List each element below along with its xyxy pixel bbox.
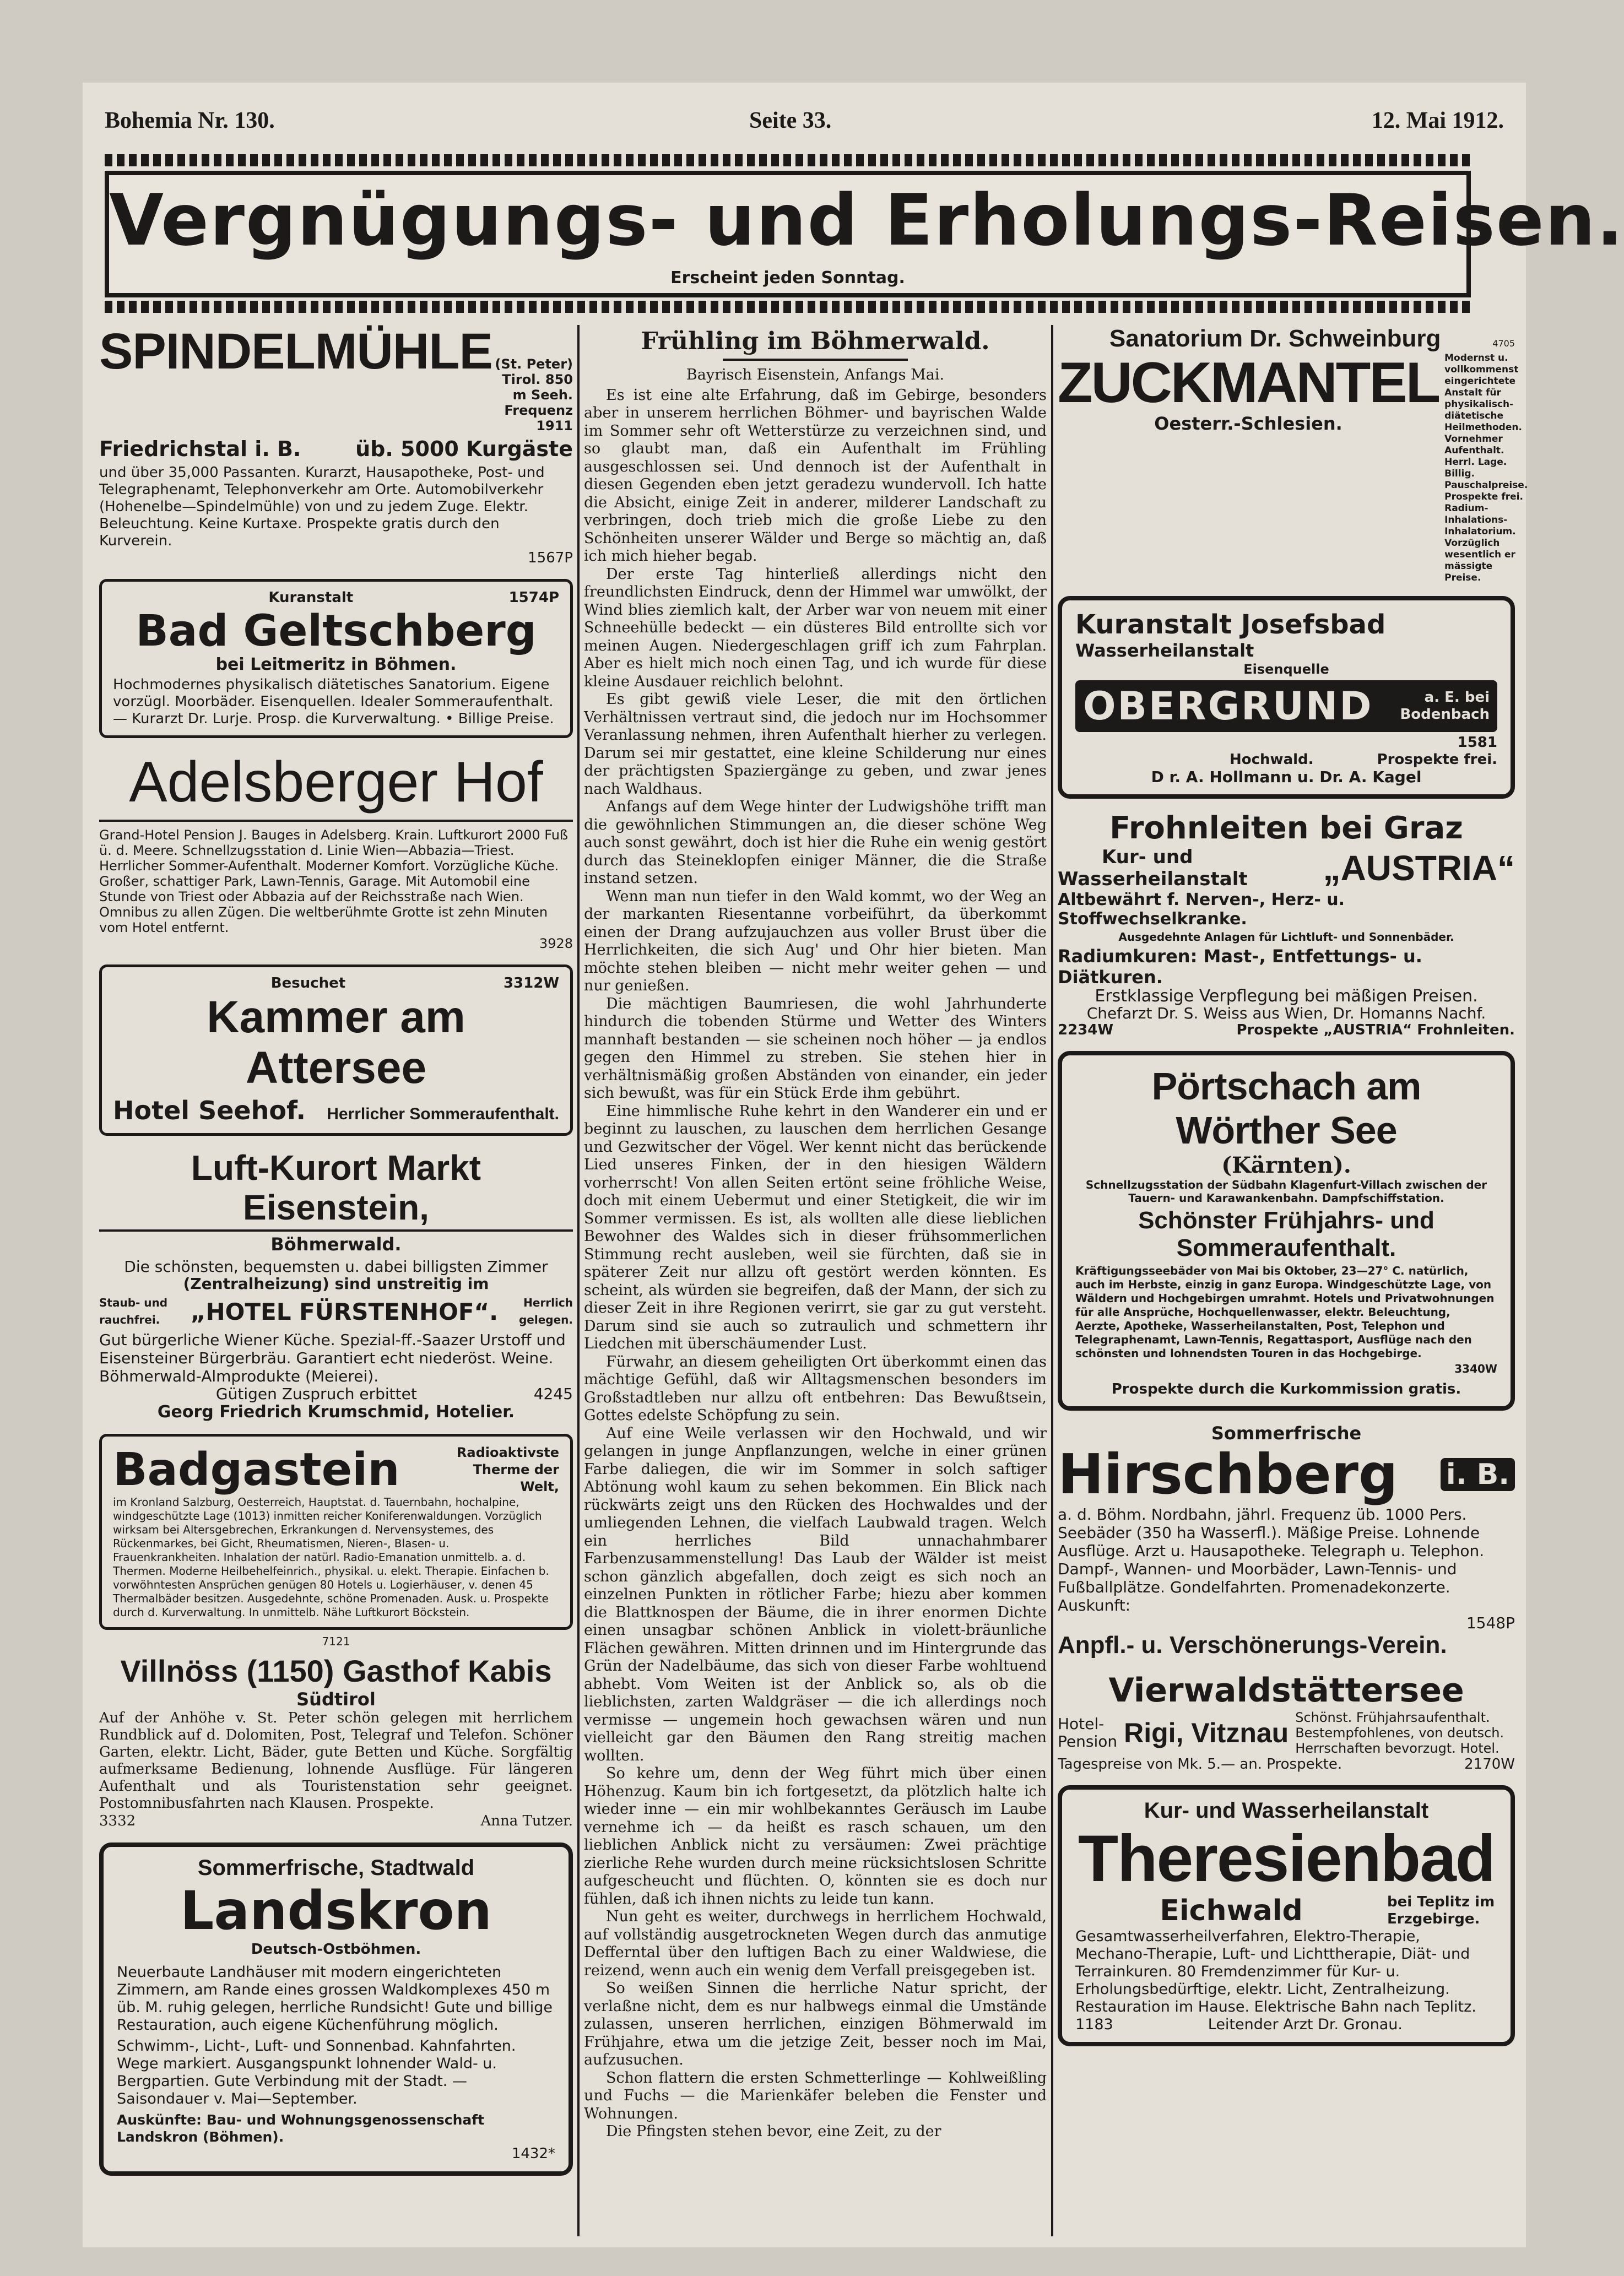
ad-code: 1183 [1075,2016,1113,2033]
ad-text: Gütigen Zuspruch erbittet [215,1385,417,1403]
ad-text: Leitender Arzt Dr. Gronau. [1208,2016,1403,2033]
ad-body: Modernst u. vollkommenst eingerichtete Anstalt für physikalisch-diätetische Heilmethoden. Vornehmer Aufenthalt. Herrl. Lage. Billig. Pauschalpreise. Prospekte frei. Radium-Inhalations-Inhalatorium. Vorzüglich wesentlich er mässigte Preise. [1444,353,1528,583]
ad-text: Böhmerwald. [99,1229,573,1255]
ad-code: 1567P [528,550,573,566]
ad-text: D r. A. Hollmann u. Dr. A. Kagel [1151,768,1422,786]
article-paragraph: So weißen Sinnen die herrliche Natur spricht, der verlaßne nicht, dem es nur halbwegs einmal die Umstände zulassen, unseren herrlichen, einzigen Böhmerwald im Frühjahre, etwa um die jetzige Zeit, besser noch im Mai, aufzusuchen. [584,1980,1047,2068]
ad-title: Landskron [180,1880,492,1942]
ad-title: Adelsberger Hof [129,750,543,814]
article-title: Frühling im Böhmerwald. [641,327,990,355]
article-paragraph: Der erste Tag hinterließ allerdings nicht den freundlichsten Eindruck, denn der Himmel war umwölkt, der Wind blies ziemlich kalt, der Arber war von neuem mit einer Schneehülle bedeckt — ein düsteres Bild entrollte sich vor meinen Augen. Niedergeschlagen griff ich zum Fahrplan. Aber es hielt mich noch einen Tag, und ich wurde für diese kleine Ausdauer reichlich belohnt. [584,565,1047,690]
ad-spindelmuehle [99,325,573,567]
column-divider [577,325,580,2236]
ad-text: Schnellzugsstation der Südbahn Klagenfurt-Villach zwischen der Tauern- und Karawankenbahn. Dampfschiffstation. [1085,1178,1487,1205]
ad-text: Georg Friedrich Krumschmid, Hotelier. [157,1402,515,1422]
article-paragraph: Die mächtigen Baumriesen, die wohl Jahrhunderte hindurch die tobenden Stürme und Wetter des Winters mannhaft bestanden — sie scheinen noch höher — ja endlos gegen den Himmel zu streben. Sie stehen hier in verhältnismäßig großen Abständen von einander, ein jeder sich bewußt, was für ein Stück Erde ihm gebührt. [584,995,1047,1102]
ad-code: 1548P [1466,1614,1515,1632]
ad-title: Frohnleiten bei Graz [1109,810,1463,846]
ad-text: Herrlicher Sommeraufenthalt. [327,1105,559,1123]
ad-text: Chefarzt Dr. S. Weiss aus Wien, Dr. Homanns Nachf. [1086,1004,1486,1022]
banner-border-bottom [105,301,1471,313]
ad-theresienbad [1058,1785,1515,2046]
banner-subtitle: Erscheint jeden Sonntag. [670,268,905,288]
ad-text: Oesterr.-Schlesien. [1154,413,1342,434]
newspaper-page [83,83,1624,2247]
ad-text: Frequenz 1911 [504,403,573,433]
ad-text: Kuranstalt Josefsbad [1075,609,1386,640]
ad-text: „HOTEL FÜRSTENHOF“. [190,1298,499,1325]
ad-text: (Zentralheizung) sind unstreitig im [183,1275,489,1293]
ad-text: Sommerfrische, Stadtwald [197,1856,475,1880]
ad-text: Erstklassige Verpflegung bei mäßigen Preisen. [1095,987,1478,1006]
ad-body: Auf der Anhöhe v. St. Peter schön gelegen mit herrlichem Rundblick auf d. Dolomiten, Post, Telegraf und Telefon. Schöner Garten, elektr. Licht, Bäder, gute Betten und Küche. Sorgfältig aufmerksame Bedienung, lohnende Ausflüge. Für längeren Aufenthalt und als Touristenstation sehr geeignet. Postomnibusfahrten nach Klausen. Prospekte. [99,1710,573,1812]
ad-code: 1581 [1457,734,1497,751]
ad-text: Prospekte frei. [1377,751,1497,768]
article-paragraph: Es gibt gewiß viele Leser, die mit den örtlichen Verhältnissen vertraut sind, die jedoch nur im Hochsommer Veranlassung nehmen, ihren Aufenthalt hierher zu verlegen. Darum sei mir gestattet, eine kleine Schilderung nur eines der prächtigsten Spaziergänge zu geben, und zwar jenes nach Waldhaus. [584,691,1047,798]
ad-poertschach [1058,1051,1515,1411]
ad-zuckmantel [1058,325,1528,584]
ad-code: 3340W [1454,1362,1497,1375]
ad-body: Schönst. Frühjahrsaufenthalt. Bestempfohlenes, von deutsch. Herrschaften bevorzugt. Hotel. [1295,1710,1504,1756]
ad-title: Theresienbad [1078,1822,1495,1895]
ad-title: „AUSTRIA“ [1323,848,1515,888]
article-paragraph: Schon flattern die ersten Schmetterlinge — Kohlweißling und Fuchs — die Marienkäfer beleben die Fenster und Wohnungen. [584,2069,1047,2122]
ad-text: Anpfl.- u. Verschönerungs-Verein. [1058,1632,1447,1659]
column-divider [1051,325,1053,2236]
column-left [99,325,573,2236]
ad-text: Ausgedehnte Anlagen für Lichtluft- und Sonnenbäder. [1118,930,1454,944]
ad-text: Radioaktivste Therme der Welt, [456,1445,559,1494]
ad-title: Luft-Kurort Markt Eisenstein, [191,1148,481,1227]
ad-text: Sanatorium Dr. Schweinburg [1109,325,1441,352]
ad-badgastein [99,1434,573,1630]
ad-obergrund [1058,596,1515,799]
ad-body: Hochmodernes physikalisch diätetisches Sanatorium. Eigene vorzügl. Moorbäder. Eisenquellen. Idealer Sommeraufenthalt. — Kurarzt Dr. Lurje. Prosp. die Kurverwaltung. • Billige Preise. [113,676,554,727]
ad-body: und über 35,000 Passanten. Kurarzt, Hausapotheke, Post- und Telegraphenamt, Telephonverkehr am Orte. Automobilverkehr (Hohenelbe—Spindelmühle) von und zu jedem Zuge. Elektr. Beleuchtung. Keine Kurtaxe. Prospekte gratis durch den Kurverein. [99,464,545,549]
ad-text: Prospekte „AUSTRIA“ Frohnleiten. [1236,1022,1515,1038]
article-dateline: Bayrisch Eisenstein, Anfangs Mai. [686,366,945,383]
ad-text: Hochwald. [1230,751,1314,768]
ad-title: OBERGRUND [1083,684,1373,729]
article-column [584,325,1047,2236]
ad-title: Pörtschach am Wörther See [1151,1065,1421,1152]
ad-text: Sommerfrische [1211,1423,1362,1444]
ad-text: Friedrichstal i. B. [99,437,301,461]
ad-body: Schwimm-, Licht-, Luft- und Sonnenbad. Kahnfahrten. Wege markiert. Ausgangspunkt lohnender Wald- u. Bergpartien. Gute Verbindung mit der Stadt. — Saisondauer v. Mai—September. [117,2037,516,2107]
ad-title: SPINDELMÜHLE [99,323,492,380]
ad-vierwaldstaettersee [1058,1671,1515,1773]
ad-body: Kräftigungsseebäder von Mai bis Oktober, 23—27° C. natürlich, auch im Herbste, einzig in ganz Europa. Windgeschützte Lage, von Wäldern und Hochgebirgen umrahmt. Hotels und Privatwohnungen für alle Ansprüche, Hochquellenwasser, elektr. Beleuchtung, Aerzte, Apotheke, Wasserheilanstalten, Post, Telephon und Telegraphenamt, Lawn-Tennis, Regattasport, Ausflüge nach den schönsten und lohnendsten Touren in das Hochgebirge. [1075,1264,1495,1360]
article-paragraph: Nun geht es weiter, durchwegs in herrlichem Hochwald, auf vollständig ausgetrockneten Wegen durch das anmutige Defferntal über den luftigen Bach zu einer Waldwiese, die reizend, wenn auch ein wenig dem Verfall preisgegeben ist. [584,1908,1047,1979]
ad-text: (St. Peter) [495,356,573,372]
ad-villnoess [99,1654,573,1830]
ad-text: Hotel Seehof. [113,1096,306,1125]
ad-text: (Kärnten). [1221,1152,1351,1178]
ad-title: Villnöss (1150) Gasthof Kabis [120,1654,552,1688]
ad-code: 2170W [1464,1756,1515,1773]
ad-title: Vierwaldstättersee [1108,1671,1464,1710]
banner-border-top [105,154,1471,166]
ad-body: Neuerbaute Landhäuser mit modern eingerichteten Zimmern, am Rande eines grossen Waldkomplexes 450 m üb. M. ruhig gelegen, herrliche Rundsicht! Gute und billige Restauration, auch eigene Küchenführung möglich. [117,1964,553,2034]
ad-text: Die schönsten, bequemsten u. dabei billigsten Zimmer [124,1258,548,1276]
ad-code: 3928 [539,936,573,951]
ad-text: üb. 5000 Kurgäste [355,437,573,461]
ad-body: Grand-Hotel Pension J. Bauges in Adelsberg. Krain. Luftkurort 2000 Fuß ü. d. Meere. Schnellzugsstation d. Linie Wien—Abbazia—Triest. Herrlicher Sommer-Aufenthalt. Moderner Komfort. Vorzügliche Küche. Großer, schattiger Park, Lawn-Tennis, Garage. Mit Automobil eine Stunde von Triest oder Abbazia auf der Reichsstraße nach Wien. Omnibus zu allen Zügen. Die weltberühmte Grotte ist zehn Minuten vom Hotel entfernt. [99,827,569,935]
ad-text: Kuranstalt [268,589,354,606]
ad-markt-eisenstein [99,1148,573,1422]
ad-text: i. B. [1441,1458,1515,1491]
header-left: Bohemia Nr. 130. [105,108,275,133]
ad-text: Schönster Frühjahrs- und Sommeraufenthalt. [1138,1207,1434,1261]
ad-text: Tagespreise von Mk. 5.— an. Prospekte. [1058,1756,1342,1773]
article-paragraph: Anfangs auf dem Wege hinter der Ludwigshöhe trifft man die gewöhnlichen Stimmungen an, die dieser schöne Weg auch sonst gewährt, doch ist hier die Ruhe ein wenig gestört durch das Steineklopfen einiger Männer, die die Straße instand setzen. [584,798,1047,887]
ad-text: Wasserheilanstalt [1058,868,1248,890]
ad-text: Eichwald [1160,1894,1303,1927]
ad-landskron [99,1843,573,2176]
ad-bad-geltschberg [99,579,573,738]
ad-body: Gesamtwasserheilverfahren, Elektro-Therapie, Mechano-Therapie, Luft- und Lichttherapie, Diät- und Terrainkuren. 80 Fremdenzimmer für Kur- u. Erholungsbedürftige, elektr. Licht, Zentralheizung. Restauration im Hause. Elektrische Bahn nach Teplitz. [1075,1928,1476,2015]
article-paragraph: Wenn man nun tiefer in den Wald kommt, wo der Weg an der markanten Riesentanne vorbeiführt, da überkommt einen der Drang aufzujauchzen aus voller Brust über die Herrlichkeiten, die sich Aug' und Ohr hier bieten. Man möchte stehen bleiben — nicht mehr weiter gehen — und nur genießen. [584,887,1047,994]
ad-code: 7121 [322,1635,350,1648]
ad-text: Pension [1058,1732,1118,1751]
ad-title: Kammer am Attersee [207,992,465,1093]
ad-title: Rigi, Vitznau [1124,1717,1289,1748]
ad-title: ZUCKMANTEL [1058,351,1439,415]
ad-text: Prospekte durch die Kurkommission gratis. [1111,1381,1461,1397]
ad-text: bei Teplitz im Erzgebirge. [1387,1894,1495,1927]
ad-text: Hotel- [1058,1715,1105,1733]
ad-code: 3312W [503,975,559,991]
ad-text: Besuchet [270,975,346,991]
article-paragraph: So kehre um, denn der Weg führt mich über einen Höhenzug. Kaum bin ich fortgesetzt, da plötzlich halte ich wieder inne — ein mir wohlbekanntes Geräusch im Laube vernehme ich — da heißt es rasch schauen, um den lieblichen Anblick nicht zu versäumen: Zwei prächtige zierliche Rehe wurden durch meine rücksichtslosen Schritte aufgescheucht und flüchten. O, könnten sie es doch nur fühlen, daß ich ihnen nichts zu leide tun kann. [584,1765,1047,1907]
ad-text: bei Leitmeritz in Böhmen. [215,655,457,674]
article-paragraph: Die Pfingsten stehen bevor, eine Zeit, zu der [606,2123,941,2140]
ad-code: 4245 [533,1385,573,1403]
ad-body: a. d. Böhm. Nordbahn, jährl. Frequenz üb. 1000 Pers. Seebäder (350 ha Wasserfl.). Mäßige Preise. Lohnende Ausflüge. Arzt u. Hausapotheke. Telegraph u. Telephon. Dampf-, Wannen- und Moorbäder, Lawn-Tennis- und Fußballplätze. Gondelfahrten. Promenadekonzerte. Auskunft: [1058,1505,1485,1614]
ad-title: Hirschberg [1058,1442,1398,1507]
ad-title: Badgastein [113,1443,400,1496]
ad-body: Gut bürgerliche Wiener Küche. Spezial-ff.-Saazer Urstoff und Eisensteiner Bürgerbräu. Garantiert echt niederöst. Weine. Böhmerwald-Almprodukte (Meierei). [99,1331,566,1385]
ad-code: 1574P [508,589,559,606]
ad-hirschberg [1058,1423,1515,1659]
ad-text: Auskünfte: Bau- und Wohnungsgenossenschaft Landskron (Böhmen). [117,2112,485,2145]
ad-text: Deutsch-Ostböhmen. [251,1941,421,1958]
ad-code: 2234W [1058,1022,1114,1038]
ad-text: Wasserheilanstalt [1075,640,1254,661]
ad-text: Eisenquelle [1243,662,1329,677]
ad-text: Anna Tutzer. [480,1813,573,1829]
ad-text: Kur- und Wasserheilanstalt [1144,1798,1429,1823]
ad-text: Radiumkuren: Mast-, Entfettungs- u. Diätkuren. [1058,946,1422,988]
column-right [1058,325,1528,2236]
ad-text: Südtirol [296,1689,376,1710]
article-paragraph: Fürwahr, an diesem geheiligten Ort überkommt einen das mächtige Gefühl, daß wir Alltagsmenschen besonders im Großstadtleben nur allzu oft entbehren: Das Bewußtsein, Gottes edelste Schöpfung zu sein. [584,1353,1047,1424]
article-paragraph: Eine himmlische Ruhe kehrt in den Wanderer ein und er beginnt zu lauschen, zu lauschen dem herrlichen Gesange und Gezwitscher der Vögel. Wer kennt nicht das berückende Lied unseres Finken, der in den hiesigen Wäldern vorherrscht! Von allen Seiten ertönt seine fröhliche Weise, doch mit einem Uebermut und einer Stetigkeit, die wir im Sommer vermissen. Es ist, als wollten alle diese lieblichen Bewohner des Waldes sich in dieser frühsommerlichen Stimmung recht ausleben, weil sie fürchten, daß sie in späterer Zeit nur allzu oft gestört werden könnten. Es scheint, als würden sie begreifen, daß der Mann, der sich zu dieser Zeit in ihre Regionen verirrt, sie gar zu gut versteht. Darum sind sie auch so zutraulich und schmettern ihr Liedchen mit überschäumender Lust. [584,1102,1047,1352]
ad-code: 4705 [1492,338,1515,349]
article-paragraph: Es ist eine alte Erfahrung, daß im Gebirge, besonders aber in unserem herrlichen Böhmer- und bayrischen Walde im Sommer sehr oft Wetterstürze zu verzeichnen sind, und so glaubt man, daß ein Aufenthalt im Frühling ausgeschlossen sei. Und dennoch ist der Aufenthalt in diesen Gegenden eben jetzt geradezu wundervoll. Ich hatte die Absicht, einige Zeit in anderer, milderer Landschaft zu verbringen, doch trieb mich die große Liebe zu den Schönheiten unserer Wälder und Berge so mächtig an, daß ich mich hieher begab. [584,386,1047,565]
ad-code: 3332 [99,1813,136,1829]
banner-title: Vergnügungs- und Erholungs-Reisen. [109,180,1624,262]
header-page-number: Seite 33. [749,108,832,133]
ad-text: Herrlich gelegen. [518,1296,573,1326]
ad-text: Kur- und [1102,846,1193,868]
ad-text: Tirol. 850 m Seeh. [502,372,573,403]
ad-text: Altbewährt f. Nerven-, Herz- u. Stoffwechselkranke. [1058,890,1345,929]
ad-kammer-attersee [99,964,573,1136]
section-banner [105,171,1624,297]
ad-title: Bad Geltschberg [136,606,537,656]
ad-code: 1432* [511,2145,555,2162]
ad-text: a. E. bei Bodenbach [1400,689,1490,723]
ad-text: Staub- und rauchfrei. [99,1296,168,1326]
ad-frohnleiten [1058,811,1515,1039]
article-body [584,387,1047,2141]
article-paragraph: Auf eine Weile verlassen wir den Hochwald, und wir gelangen in junge Anpflanzungen, welche in einer grünen Farbe daliegen, die wir im Sommer in solch saftiger Abtönung wohl kaum zu sehen bekommen. Ein Blick nach rückwärts zeigt uns den Rücken des Hochwaldes und der umliegenden Lehnen, die vielfach Laubwald tragen. Welch ein herrliches Bild unnachahmbarer Farbenzusammenstellung! Das Laub der Wälder ist meist schon gänzlich abgefallen, doch zeigt es sich noch an einzelnen Punkten in rötlicher Farbe; hiezu aber kommen die Blattknospen der Bäume, die in ihrer enormen Dichte einen unsagbar schönen Anblick in violett-bräunliche Flächen gewähren. Mitten drinnen und im Hintergrunde das Grün der Nadelbäume, das sich von dieser Farbe wohltuend abhebt. Vom Weiten ist der Anblick so, als ob die lieblichsten, zarten Waldgräser — die ich allerdings noch vermisse — ungemein hoch gewachsen wären und nun vielleicht gar den Bäumen den Rang streitig machen wollten. [584,1424,1047,1764]
ad-body: im Kronland Salzburg, Oesterreich, Hauptstat. d. Tauernbahn, hochalpine, windgeschützte Lage (1013) inmitten reicher Koniferenwaldungen. Vorzüglich wirksam bei Altersgebrechen, Erkrankungen d. Nervensystemes, des Rückenmarkes, bei Gicht, Rheumatismen, Nieren-, Blasen- u. Frauenkrankheiten. Inhalation der natürl. Radio-Emanation unmittelb. a. d. Thermen. Moderne Heilbehelfeinrich., physikal. u. elekt. Therapie. Einfachen b. vorwöhntesten Ansprüchen genügen 80 Hotels u. Logierhäuser, v. denen 45 Thermalbäder besitzen. Ausgedehnte, schöne Promenaden. Ausk. u. Prospekte durch d. Kurverwaltung. In unmittelb. Nähe Luftkurort Böckstein. [113,1495,549,1619]
header-date: 12. Mai 1912. [1371,108,1504,133]
ad-adelsberger-hof [99,750,573,952]
